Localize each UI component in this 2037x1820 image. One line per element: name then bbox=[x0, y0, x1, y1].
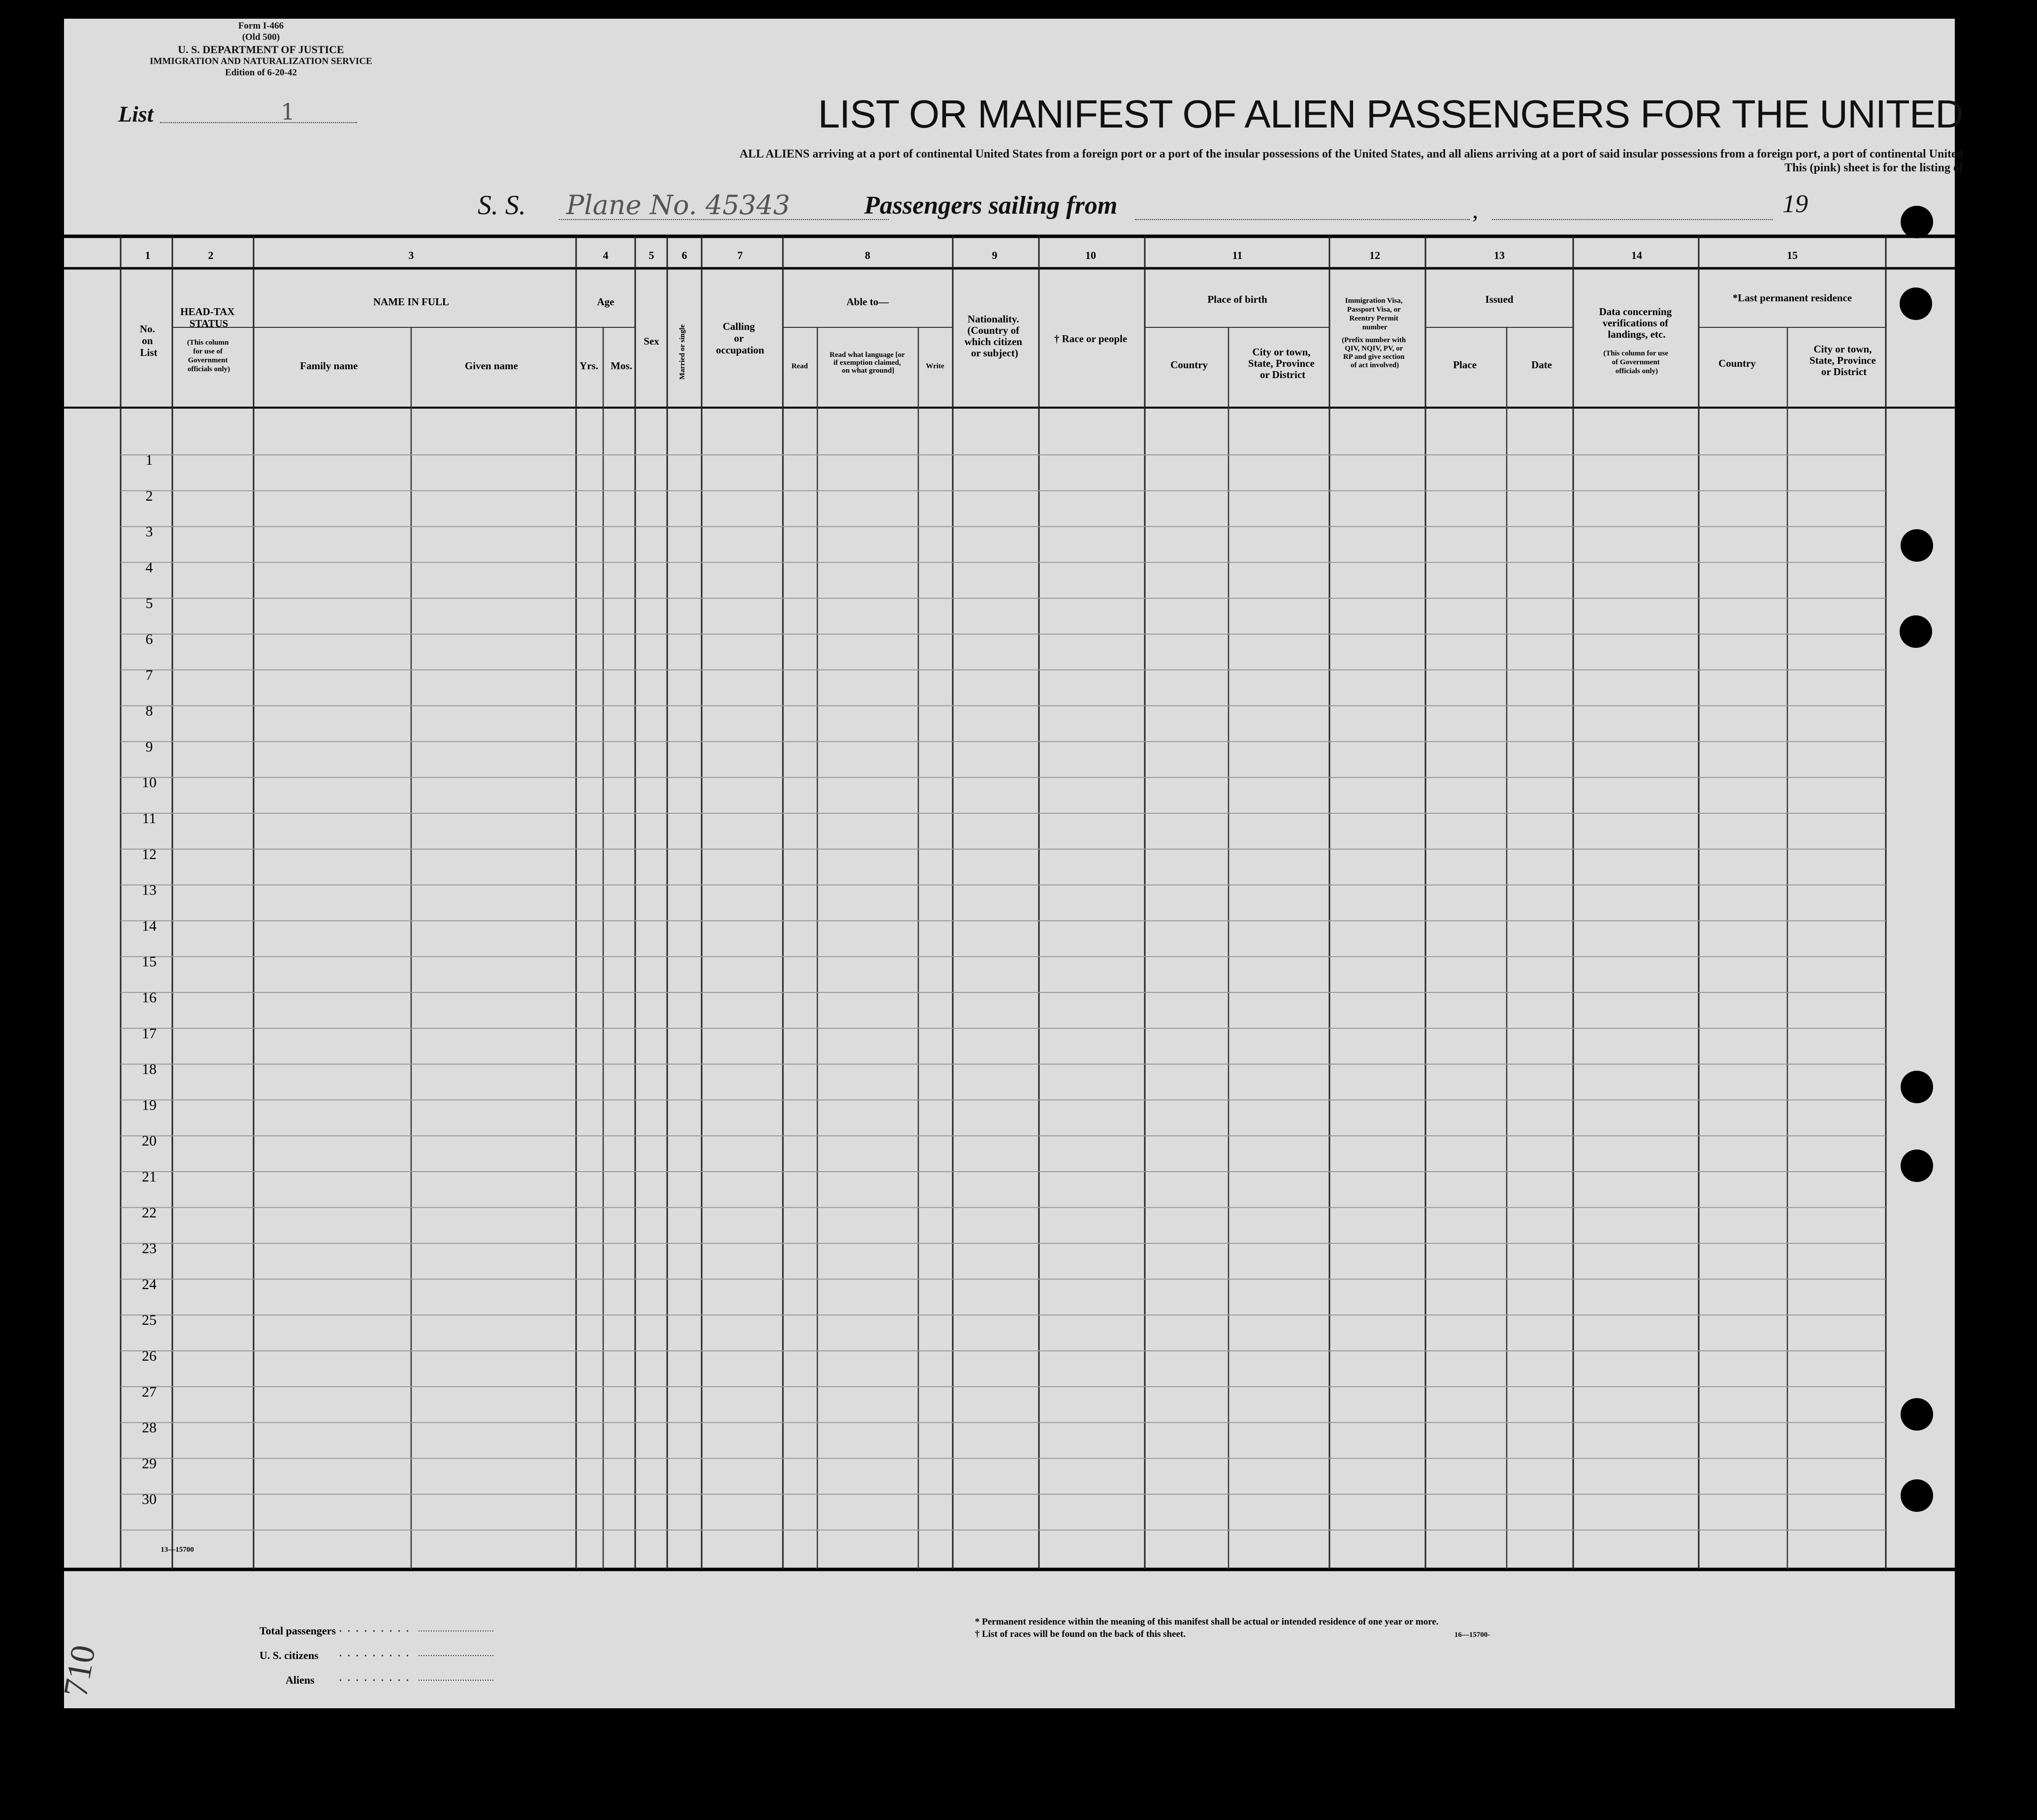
row-number: 9 bbox=[145, 738, 153, 755]
header-no-on-list: No. on List bbox=[139, 323, 158, 358]
header-name-in-full: NAME IN FULL bbox=[373, 296, 450, 308]
column-number: 4 bbox=[603, 249, 609, 261]
row-number: 10 bbox=[142, 774, 157, 791]
sailing-from-label: Passengers sailing from bbox=[864, 192, 1118, 220]
column-number: 1 bbox=[145, 249, 151, 261]
header-residence-city: City or town, State, Province or District bbox=[1809, 343, 1876, 378]
header-family-name: Family name bbox=[300, 360, 358, 372]
form-service: IMMIGRATION AND NATURALIZATION SERVICE bbox=[150, 56, 372, 66]
header-residence-country: Country bbox=[1718, 357, 1756, 369]
row-number: 11 bbox=[142, 810, 157, 827]
row-number: 25 bbox=[142, 1312, 157, 1329]
row-number: 5 bbox=[145, 595, 153, 612]
column-number: 15 bbox=[1787, 249, 1798, 261]
header-issued-date: Date bbox=[1531, 359, 1552, 371]
row-number: 2 bbox=[145, 487, 153, 504]
subtitle-line-2: This (pink) sheet is for the listing of bbox=[1784, 161, 1963, 174]
subtitle-line-1: ALL ALIENS arriving at a port of continental United States from a foreign port or a port of the insular possessions of the United States, and all aliens arriving at a port of said insular possessions from a foreign port, a port of continental United bbox=[740, 148, 1963, 160]
header-data-concerning: Data concerning verifications of landings, etc. bbox=[1599, 306, 1672, 340]
footnote-code: 16—15700- bbox=[1454, 1631, 1490, 1639]
header-issued: Issued bbox=[1485, 293, 1514, 305]
row-number: 23 bbox=[142, 1240, 157, 1257]
page-title: LIST OR MANIFEST OF ALIEN PASSENGERS FOR THE UNITED bbox=[818, 92, 1963, 136]
form-old-number: (Old 500) bbox=[242, 32, 280, 42]
binder-hole bbox=[1901, 1149, 1933, 1182]
header-read-what: Read what language [or if exemption claimed, on what ground] bbox=[829, 351, 905, 375]
header-data-note: (This column for use of Government officials only) bbox=[1603, 350, 1669, 375]
row-number: 27 bbox=[142, 1383, 157, 1400]
binder-hole bbox=[1901, 1479, 1933, 1512]
row-number: 13 bbox=[142, 882, 157, 898]
year-prefix: 19 bbox=[1782, 190, 1808, 218]
row-number: 29 bbox=[142, 1455, 157, 1472]
aliens-label: Aliens bbox=[286, 1674, 315, 1686]
column-number: 3 bbox=[408, 249, 414, 261]
row-number: 14 bbox=[142, 918, 157, 934]
row-number: 19 bbox=[142, 1097, 157, 1114]
row-number: 12 bbox=[142, 846, 157, 862]
row-number: 3 bbox=[145, 523, 153, 540]
vessel-label: S. S. bbox=[478, 190, 526, 221]
row-number: 15 bbox=[142, 954, 157, 970]
column-number: 5 bbox=[648, 249, 654, 261]
row-number: 20 bbox=[142, 1133, 157, 1149]
header-years: Yrs. bbox=[580, 360, 598, 372]
footnote-races: † List of races will be found on the back of this sheet. bbox=[975, 1629, 1186, 1639]
header-read: Read bbox=[791, 362, 808, 370]
binder-hole bbox=[1900, 287, 1932, 320]
table-header bbox=[140, 292, 1878, 381]
header-given-name: Given name bbox=[465, 360, 518, 372]
row-number: 24 bbox=[142, 1276, 157, 1293]
header-place-of-birth: Place of birth bbox=[1207, 293, 1267, 305]
header-last-residence: *Last permanent residence bbox=[1732, 292, 1852, 304]
column-number: 2 bbox=[208, 249, 214, 261]
list-number-value: 1 bbox=[281, 98, 295, 125]
row-number: 30 bbox=[142, 1491, 157, 1508]
table-rules bbox=[64, 236, 1955, 1569]
column-number: 14 bbox=[1631, 249, 1642, 261]
form-edition: Edition of 6-20-42 bbox=[225, 67, 297, 78]
header-nationality: Nationality. (Country of which citizen or subject) bbox=[964, 313, 1022, 359]
header-age: Age bbox=[597, 296, 614, 308]
vessel-value: Plane No. 45343 bbox=[566, 190, 790, 221]
margin-note: 710 bbox=[56, 1642, 103, 1700]
row-number: 21 bbox=[142, 1169, 157, 1185]
row-number: 17 bbox=[142, 1025, 157, 1042]
form-number: Form I-466 bbox=[238, 21, 284, 31]
row-number: 22 bbox=[142, 1204, 157, 1221]
header-issued-place: Place bbox=[1453, 359, 1477, 371]
binder-hole bbox=[1900, 615, 1932, 648]
header-calling: Calling or occupation bbox=[715, 320, 765, 356]
sailing-comma: , bbox=[1472, 197, 1478, 224]
row-numbers bbox=[142, 452, 157, 1507]
binder-hole bbox=[1901, 529, 1933, 562]
header-sex: Sex bbox=[644, 335, 659, 347]
column-number: 6 bbox=[681, 249, 687, 261]
header-race: † Race or people bbox=[1054, 333, 1128, 345]
row-number: 6 bbox=[145, 631, 153, 647]
total-passengers-label: Total passengers bbox=[259, 1625, 336, 1637]
column-number: 8 bbox=[865, 249, 871, 261]
column-number-row bbox=[145, 249, 1798, 261]
header-write: Write bbox=[926, 362, 944, 370]
row-number: 16 bbox=[142, 990, 157, 1006]
column-number: 12 bbox=[1369, 249, 1380, 261]
row-number: 4 bbox=[145, 559, 153, 576]
list-label: List bbox=[118, 101, 154, 127]
binder-hole bbox=[1901, 1398, 1933, 1431]
row-number: 7 bbox=[145, 667, 153, 683]
binder-hole bbox=[1901, 1071, 1933, 1103]
header-head-tax-note: (This column for use of Government officials only) bbox=[187, 339, 230, 373]
form-department: U. S. DEPARTMENT OF JUSTICE bbox=[178, 43, 344, 56]
binder-hole bbox=[1901, 206, 1933, 238]
header-months: Mos. bbox=[611, 360, 632, 372]
header-able-to: Able to— bbox=[846, 296, 889, 308]
header-visa: Immigration Visa, Passport Visa, or Reentry Permit number bbox=[1345, 297, 1403, 331]
column-number: 7 bbox=[737, 249, 743, 261]
header-birth-city: City or town, State, Province or District bbox=[1248, 346, 1315, 381]
us-citizens-label: U. S. citizens bbox=[259, 1649, 319, 1661]
print-code: 13—15700 bbox=[161, 1546, 194, 1554]
column-number: 11 bbox=[1232, 249, 1243, 261]
column-number: 9 bbox=[992, 249, 998, 261]
column-number: 13 bbox=[1494, 249, 1505, 261]
footnote-permanent-residence: * Permanent residence within the meaning of this manifest shall be actual or intended residence of one year or more. bbox=[975, 1617, 1439, 1627]
header-head-tax: HEAD-TAX STATUS bbox=[180, 306, 235, 329]
column-number: 10 bbox=[1085, 249, 1096, 261]
row-number: 26 bbox=[142, 1348, 157, 1364]
header-birth-country: Country bbox=[1170, 359, 1208, 371]
header-visa-note: (Prefix number with QIV, NQIV, PV, or RP and give section of act involved) bbox=[1341, 336, 1406, 369]
row-number: 18 bbox=[142, 1061, 157, 1078]
row-number: 8 bbox=[145, 702, 153, 719]
row-number: 1 bbox=[145, 452, 153, 468]
header-married-single: Married or single bbox=[679, 324, 686, 380]
row-number: 28 bbox=[142, 1419, 157, 1436]
